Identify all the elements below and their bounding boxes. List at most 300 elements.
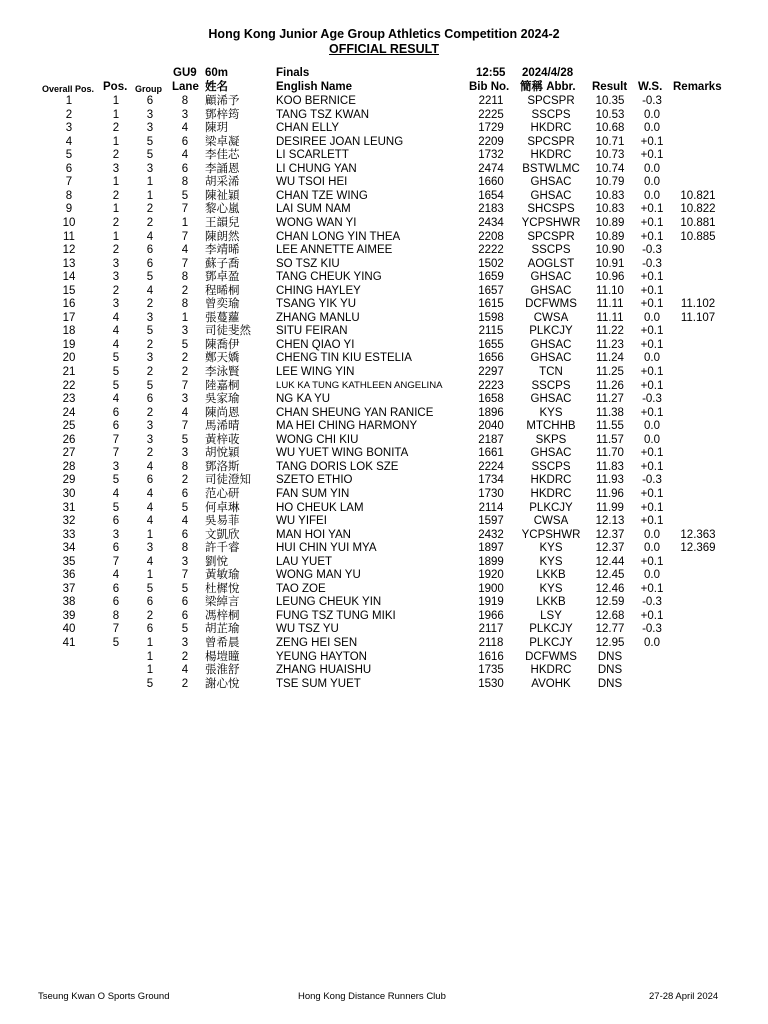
chinese-name-cell: 梁卓凝 (205, 135, 240, 148)
header-abbr: 簡稱 Abbr. (520, 81, 576, 93)
overall-pos-cell: 28 (62, 460, 76, 473)
table-row (0, 379, 768, 393)
lane-cell: 1 (181, 311, 189, 324)
table-row (0, 487, 768, 501)
bib-no-cell: 1734 (478, 474, 504, 487)
english-name-cell: CHAN LONG YIN THEA (276, 230, 401, 243)
english-name-cell: WONG MAN YU (276, 569, 361, 582)
group-cell: 5 (146, 271, 154, 284)
abbr-cell: SSCPS (531, 379, 571, 392)
lane-cell: 5 (181, 189, 189, 202)
result-cell: 11.23 (596, 338, 624, 351)
pos-cell: 3 (112, 271, 120, 284)
abbr-cell: SPCSPR (527, 135, 575, 148)
result-cell: 11.99 (596, 501, 624, 514)
chinese-name-cell: 陳祉穎 (205, 189, 240, 202)
chinese-name-cell: 鄧卓盈 (205, 271, 240, 284)
chinese-name-cell: 劉悅 (205, 555, 228, 568)
wind-speed-cell: +0.1 (640, 515, 664, 528)
english-name-cell: TSANG YIK YU (276, 298, 357, 311)
table-row (0, 541, 768, 555)
group-cell: 6 (146, 244, 154, 257)
lane-cell: 6 (181, 487, 189, 500)
abbr-cell: GHSAC (530, 271, 572, 284)
wind-speed-cell: 0.0 (644, 542, 660, 555)
chinese-name-cell: 馬浠晴 (205, 420, 240, 433)
english-name-cell: MAN HOI YAN (276, 528, 351, 541)
pos-cell: 1 (112, 203, 120, 216)
result-cell: 11.11 (596, 298, 624, 311)
group-cell: 5 (146, 582, 154, 595)
chinese-name-cell: 司徒澄知 (205, 474, 251, 487)
overall-pos-cell: 26 (62, 433, 76, 446)
english-name-cell: ZHANG MANLU (276, 311, 360, 324)
english-name-cell: MA HEI CHING HARMONY (276, 420, 418, 433)
group-cell: 1 (146, 637, 154, 649)
overall-pos-cell: 8 (65, 189, 73, 202)
english-name-cell: TANG TSZ KWAN (276, 108, 370, 121)
abbr-cell: AVOHK (531, 677, 571, 690)
bib-no-cell: 2209 (478, 135, 504, 148)
group-cell: 1 (146, 528, 154, 541)
header-result: Result (592, 81, 628, 93)
result-cell: 12.68 (595, 609, 625, 622)
abbr-cell: SSCPS (531, 460, 571, 473)
english-name-cell: NG KA YU (276, 393, 331, 406)
chinese-name-cell: 黎心嵐 (205, 203, 240, 216)
group-cell: 1 (146, 176, 154, 189)
lane-cell: 1 (181, 216, 189, 229)
pos-cell: 4 (112, 393, 120, 406)
wind-speed-cell: +0.1 (640, 271, 664, 284)
chinese-name-cell: 顧浠予 (205, 95, 240, 107)
table-row (0, 324, 768, 338)
wind-speed-cell: 0.0 (644, 189, 660, 202)
pos-cell: 3 (112, 162, 120, 175)
result-cell: DNS (597, 650, 623, 663)
bib-no-cell: 1732 (478, 149, 504, 162)
chinese-name-cell: 許千睿 (205, 542, 240, 555)
chinese-name-cell: 陳喬伊 (205, 338, 240, 351)
english-name-cell: HUI CHIN YUI MYA (276, 542, 377, 555)
pos-cell: 3 (112, 257, 120, 270)
remarks-cell: 11.107 (680, 311, 716, 324)
chinese-name-cell: 李佳芯 (205, 149, 240, 162)
wind-speed-cell: -0.3 (642, 257, 662, 270)
wind-speed-cell: +0.1 (640, 366, 664, 378)
group-cell: 4 (146, 460, 154, 473)
wind-speed-cell: +0.1 (640, 460, 664, 473)
table-row (0, 433, 768, 447)
english-name-cell: WONG CHI KIU (276, 433, 359, 446)
bib-no-cell: 1657 (478, 284, 504, 297)
remarks-cell: 11.102 (680, 298, 716, 311)
pos-cell: 6 (112, 406, 120, 419)
wind-speed-cell: +0.1 (640, 216, 664, 229)
result-cell: 10.71 (595, 135, 625, 148)
header-wind-speed: W.S. (638, 81, 663, 93)
table-row (0, 514, 768, 528)
abbr-cell: GHSAC (530, 189, 572, 202)
table-row (0, 636, 768, 650)
overall-pos-cell: 34 (62, 542, 76, 555)
wind-speed-cell: -0.3 (642, 596, 662, 609)
table-row (0, 108, 768, 122)
wind-speed-cell: 0.0 (644, 433, 660, 446)
header-lane: Lane (172, 81, 199, 93)
overall-pos-cell: 35 (62, 555, 76, 568)
remarks-cell: 12.363 (680, 528, 716, 541)
chinese-name-cell: 謝心悅 (205, 677, 240, 690)
lane-cell: 5 (181, 582, 189, 595)
abbr-cell: SPCSPR (527, 230, 575, 243)
overall-pos-cell: 6 (65, 162, 73, 175)
result-cell: 11.11 (596, 311, 624, 324)
group-cell: 2 (146, 447, 154, 460)
english-name-cell: LAU YUET (276, 555, 333, 568)
table-row (0, 189, 768, 203)
group-cell: 3 (146, 433, 154, 446)
chinese-name-cell: 陳朗然 (205, 230, 240, 243)
wind-speed-cell: 0.0 (644, 569, 660, 582)
pos-cell: 6 (112, 582, 120, 595)
table-row (0, 473, 768, 487)
header-pos: Pos. (103, 81, 128, 93)
english-name-cell: TANG CHEUK YING (276, 271, 382, 284)
event-distance: 60m (205, 67, 229, 79)
overall-pos-cell: 27 (62, 447, 76, 460)
table-row (0, 365, 768, 379)
chinese-name-cell: 陳尚恩 (205, 406, 240, 419)
abbr-cell: TCN (539, 366, 563, 378)
english-name-cell: SZETO ETHIO (276, 474, 353, 487)
lane-cell: 7 (181, 420, 189, 433)
overall-pos-cell: 31 (62, 501, 76, 514)
table-row (0, 121, 768, 135)
event-category: GU9 (173, 67, 197, 79)
overall-pos-cell: 18 (62, 325, 76, 338)
table-row (0, 202, 768, 216)
bib-no-cell: 2187 (478, 433, 504, 446)
table-row (0, 257, 768, 271)
chinese-name-cell: 鄧洛斯 (205, 460, 240, 473)
group-cell: 2 (146, 338, 154, 351)
chinese-name-cell: 司徒斐然 (205, 325, 251, 338)
result-cell: DNS (597, 677, 623, 690)
result-cell: 11.38 (596, 406, 624, 419)
pos-cell: 7 (112, 623, 120, 636)
abbr-cell: GHSAC (530, 352, 572, 365)
table-row (0, 650, 768, 664)
group-cell: 5 (146, 135, 154, 148)
lane-cell: 3 (181, 393, 189, 406)
pos-cell: 2 (112, 284, 120, 297)
overall-pos-cell: 17 (62, 311, 76, 324)
abbr-cell: KYS (539, 406, 563, 419)
abbr-cell: GHSAC (530, 447, 572, 460)
bib-no-cell: 1656 (478, 352, 504, 365)
lane-cell: 6 (181, 162, 189, 175)
wind-speed-cell: +0.1 (640, 203, 664, 216)
table-row (0, 351, 768, 365)
english-name-cell: LI CHUNG YAN (276, 162, 357, 175)
pos-cell: 6 (112, 420, 120, 433)
english-name-cell: ZENG HEI SEN (276, 637, 358, 649)
table-row (0, 148, 768, 162)
result-cell: 12.45 (595, 569, 625, 582)
chinese-name-cell: 蘇子喬 (205, 257, 240, 270)
group-cell: 3 (146, 162, 154, 175)
lane-cell: 3 (181, 555, 189, 568)
pos-cell: 4 (112, 311, 120, 324)
official-result-label: OFFICIAL RESULT (329, 42, 439, 56)
result-cell: 12.37 (595, 542, 625, 555)
abbr-cell: GHSAC (530, 393, 572, 406)
result-cell: 11.57 (596, 433, 624, 446)
lane-cell: 2 (181, 677, 189, 690)
wind-speed-cell: +0.1 (640, 501, 664, 514)
table-row (0, 406, 768, 420)
group-cell: 1 (146, 650, 154, 663)
group-cell: 3 (146, 352, 154, 365)
wind-speed-cell: +0.1 (640, 338, 664, 351)
english-name-cell: CHEN QIAO YI (276, 338, 355, 351)
group-cell: 6 (146, 474, 154, 487)
wind-speed-cell: +0.1 (640, 135, 664, 148)
event-round: Finals (276, 67, 310, 79)
lane-cell: 4 (181, 406, 189, 419)
chinese-name-cell: 曾希晨 (205, 637, 240, 649)
overall-pos-cell: 32 (62, 515, 76, 528)
event-date: 2024/4/28 (522, 67, 574, 79)
document-title: Hong Kong Junior Age Group Athletics Competition 2024-2 (208, 27, 560, 41)
lane-cell: 4 (181, 664, 189, 677)
bib-no-cell: 2211 (478, 95, 504, 107)
table-row (0, 338, 768, 352)
group-cell: 6 (146, 393, 154, 406)
abbr-cell: YCPSHWR (521, 528, 581, 541)
bib-no-cell: 1735 (478, 664, 504, 677)
overall-pos-cell: 14 (62, 271, 76, 284)
bib-no-cell: 2115 (478, 325, 504, 338)
lane-cell: 8 (181, 271, 189, 284)
group-cell: 4 (146, 487, 154, 500)
pos-cell: 5 (112, 501, 120, 514)
wind-speed-cell: +0.1 (640, 379, 664, 392)
pos-cell: 7 (112, 555, 120, 568)
wind-speed-cell: 0.0 (644, 528, 660, 541)
result-cell: 11.55 (596, 420, 624, 433)
header-group: Group (135, 84, 162, 94)
result-cell: 11.83 (596, 460, 624, 473)
result-cell: 12.77 (595, 623, 625, 636)
english-name-cell: DESIREE JOAN LEUNG (276, 135, 404, 148)
bib-no-cell: 1661 (478, 447, 504, 460)
remarks-cell: 10.821 (680, 189, 716, 202)
result-cell: 11.26 (596, 379, 624, 392)
overall-pos-cell: 38 (62, 596, 76, 609)
lane-cell: 4 (181, 149, 189, 162)
table-row (0, 419, 768, 433)
chinese-name-cell: 王韻兒 (205, 216, 240, 229)
group-cell: 3 (146, 108, 154, 121)
result-cell: 11.96 (596, 487, 624, 500)
table-row (0, 446, 768, 460)
chinese-name-cell: 吳家瑜 (205, 393, 240, 406)
chinese-name-cell: 張蔓蘿 (205, 311, 240, 324)
abbr-cell: GHSAC (530, 338, 572, 351)
lane-cell: 8 (181, 176, 189, 189)
lane-cell: 7 (181, 379, 189, 392)
bib-no-cell: 1900 (478, 582, 504, 595)
table-row (0, 216, 768, 230)
english-name-cell: CHENG TIN KIU ESTELIA (276, 352, 412, 365)
group-cell: 4 (146, 230, 154, 243)
chinese-name-cell: 李靖晞 (205, 244, 240, 257)
pos-cell: 4 (112, 325, 120, 338)
pos-cell: 1 (112, 230, 120, 243)
group-cell: 5 (146, 677, 154, 690)
overall-pos-cell: 11 (63, 230, 75, 243)
pos-cell: 4 (112, 338, 120, 351)
lane-cell: 3 (181, 108, 189, 121)
english-name-cell: CHING HAYLEY (276, 284, 361, 297)
event-time: 12:55 (476, 67, 506, 79)
abbr-cell: HKDRC (530, 664, 572, 677)
lane-cell: 5 (181, 433, 189, 446)
bib-no-cell: 2118 (478, 637, 504, 649)
english-name-cell: WU YUET WING BONITA (276, 447, 409, 460)
overall-pos-cell: 36 (62, 569, 76, 582)
abbr-cell: SKPS (535, 433, 567, 446)
result-cell: 11.25 (596, 366, 624, 378)
lane-cell: 6 (181, 609, 189, 622)
overall-pos-cell: 41 (62, 637, 76, 649)
table-row (0, 392, 768, 406)
overall-pos-cell: 25 (62, 420, 76, 433)
overall-pos-cell: 16 (62, 298, 76, 311)
lane-cell: 8 (181, 542, 189, 555)
chinese-name-cell: 梁綽言 (205, 596, 240, 609)
table-row (0, 501, 768, 515)
table-row (0, 94, 768, 108)
bib-no-cell: 1660 (478, 176, 504, 189)
result-cell: 10.96 (595, 271, 625, 284)
lane-cell: 2 (181, 474, 189, 487)
abbr-cell: SHCSPS (527, 203, 575, 216)
pos-cell: 5 (112, 637, 120, 649)
abbr-cell: KYS (539, 582, 563, 595)
overall-pos-cell: 23 (62, 393, 76, 406)
wind-speed-cell: +0.1 (640, 582, 664, 595)
table-row (0, 582, 768, 596)
group-cell: 6 (146, 95, 154, 107)
abbr-cell: HKDRC (530, 149, 572, 162)
group-cell: 2 (146, 406, 154, 419)
result-cell: 11.93 (596, 474, 624, 487)
wind-speed-cell: 0.0 (644, 122, 660, 135)
overall-pos-cell: 13 (62, 257, 76, 270)
wind-speed-cell: +0.1 (640, 230, 664, 243)
abbr-cell: PLKCJY (529, 637, 573, 649)
abbr-cell: MTCHHB (526, 420, 576, 433)
result-cell: 10.79 (595, 176, 625, 189)
pos-cell: 6 (112, 515, 120, 528)
bib-no-cell: 1920 (478, 569, 504, 582)
result-cell: 10.73 (595, 149, 625, 162)
bib-no-cell: 2223 (478, 379, 504, 392)
english-name-cell: ZHANG HUAISHU (276, 664, 372, 677)
bib-no-cell: 1729 (478, 122, 504, 135)
abbr-cell: KYS (539, 542, 563, 555)
pos-cell: 6 (112, 542, 120, 555)
bib-no-cell: 1616 (478, 650, 504, 663)
chinese-name-cell: 鄭天嬌 (205, 352, 240, 365)
lane-cell: 4 (181, 122, 189, 135)
abbr-cell: CWSA (533, 515, 569, 528)
pos-cell: 5 (112, 474, 120, 487)
chinese-name-cell: 范心研 (205, 487, 240, 500)
group-cell: 6 (146, 596, 154, 609)
overall-pos-cell: 4 (65, 135, 73, 148)
bib-no-cell: 2297 (478, 366, 504, 378)
wind-speed-cell: -0.3 (642, 623, 662, 636)
pos-cell: 4 (112, 569, 120, 582)
overall-pos-cell: 1 (65, 95, 73, 107)
overall-pos-cell: 22 (62, 379, 76, 392)
lane-cell: 5 (181, 501, 189, 514)
bib-no-cell: 2222 (478, 244, 504, 257)
chinese-name-cell: 文凱欣 (205, 528, 240, 541)
bib-no-cell: 1659 (478, 271, 504, 284)
chinese-name-cell: 張淮舒 (205, 664, 240, 677)
overall-pos-cell: 33 (62, 528, 76, 541)
table-row (0, 609, 768, 623)
bib-no-cell: 1654 (478, 189, 504, 202)
pos-cell: 7 (112, 447, 120, 460)
english-name-cell: YEUNG HAYTON (276, 650, 367, 663)
footer-organizer: Hong Kong Distance Runners Club (298, 991, 446, 1002)
abbr-cell: AOGLST (527, 257, 575, 270)
pos-cell: 1 (112, 108, 120, 121)
overall-pos-cell: 3 (65, 122, 73, 135)
table-row (0, 311, 768, 325)
group-cell: 5 (146, 379, 154, 392)
result-cell: 12.44 (595, 555, 625, 568)
pos-cell: 4 (112, 487, 120, 500)
table-row (0, 270, 768, 284)
wind-speed-cell: 0.0 (644, 311, 660, 324)
pos-cell: 8 (112, 609, 120, 622)
table-row (0, 243, 768, 257)
english-name-cell: FAN SUM YIN (276, 487, 350, 500)
wind-speed-cell: +0.1 (640, 149, 664, 162)
chinese-name-cell: 陳玥 (205, 122, 228, 135)
pos-cell: 6 (112, 596, 120, 609)
lane-cell: 2 (181, 366, 189, 378)
result-cell: 11.27 (596, 393, 624, 406)
bib-no-cell: 1899 (478, 555, 504, 568)
result-cell: 11.70 (596, 447, 624, 460)
wind-speed-cell: +0.1 (640, 284, 664, 297)
table-row (0, 284, 768, 298)
abbr-cell: PLKCJY (529, 501, 573, 514)
header-remarks: Remarks (673, 81, 722, 93)
result-cell: 10.90 (595, 244, 625, 257)
lane-cell: 8 (181, 460, 189, 473)
pos-cell: 5 (112, 366, 120, 378)
bib-no-cell: 1655 (478, 338, 504, 351)
